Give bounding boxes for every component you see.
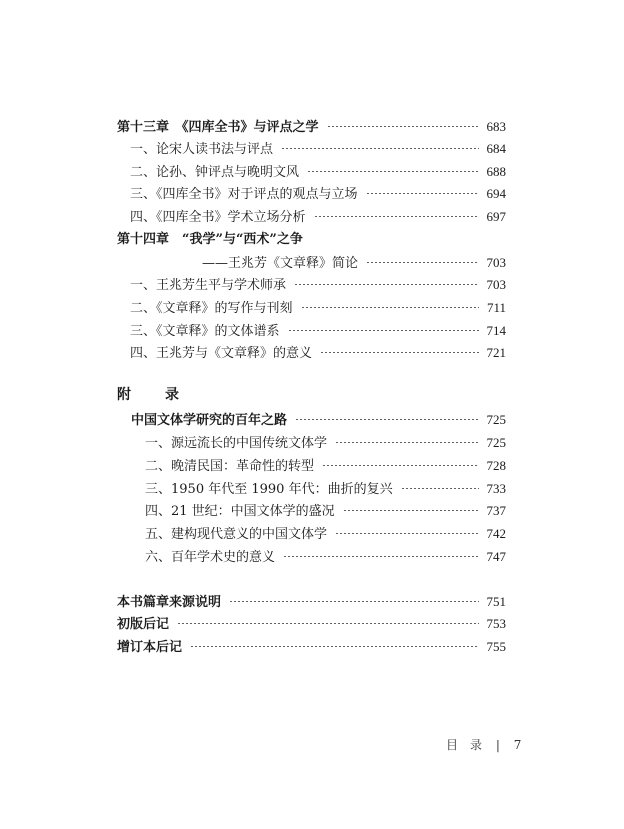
section-title: 二、晚清民国：革命性的转型: [145, 459, 315, 474]
page-number: 714: [486, 323, 506, 338]
toc-section: [0, 455, 624, 477]
appendix-heading: 附 录: [117, 387, 189, 403]
toc-section: [0, 432, 624, 454]
toc-back-matter: [0, 613, 624, 635]
back-matter-title: 增订本后记: [117, 640, 183, 655]
leader-dots: [322, 465, 478, 466]
back-matter-title: 初版后记: [117, 617, 170, 632]
section-title: 三、1950 年代至 1990 年代：曲折的复兴: [145, 482, 393, 497]
leader-dots: [366, 193, 479, 194]
leader-dots: [343, 510, 479, 511]
page-number: 753: [486, 616, 506, 631]
page-number: 703: [486, 277, 506, 292]
page-number: 751: [486, 594, 506, 609]
toc-back-matter: [0, 591, 624, 613]
leader-dots: [190, 646, 478, 647]
leader-dots: [307, 171, 478, 172]
toc-chapter-14: [0, 229, 624, 251]
leader-dots: [301, 307, 479, 308]
section-title: 四、21 世纪：中国文体学的盛况: [145, 504, 335, 519]
toc-section: [0, 546, 624, 568]
footer-separator: |: [495, 738, 500, 752]
footer-label: 目 录: [446, 738, 483, 752]
page-number: 684: [486, 141, 506, 156]
leader-dots: [320, 352, 478, 353]
section-title: 二、《文章释》的写作与刊刻: [130, 301, 293, 316]
section-title: 一、源远流长的中国传统文体学: [145, 436, 328, 451]
leader-dots: [335, 533, 478, 534]
toc-section: [0, 274, 624, 296]
section-title: 三、《文章释》的文体谱系: [130, 324, 280, 339]
page-number: 721: [486, 345, 506, 360]
section-title: 六、百年学术史的意义: [145, 550, 276, 565]
chapter-title: 第十三章 《四库全书》与评点之学: [117, 120, 319, 135]
page-number: 711: [486, 300, 506, 315]
leader-dots: [401, 488, 479, 489]
toc-section: [0, 161, 624, 183]
chapter-subtitle: ——王兆芳《文章释》简论: [202, 256, 359, 271]
toc-section: [0, 500, 624, 522]
page-number: 683: [486, 119, 506, 134]
page-number: 703: [486, 255, 506, 270]
toc-section: [0, 320, 624, 342]
toc-section: [0, 183, 624, 205]
leader-dots: [229, 601, 478, 602]
leader-dots: [327, 126, 479, 127]
page-number: 755: [486, 639, 506, 654]
leader-dots: [294, 284, 478, 285]
leader-dots: [314, 216, 479, 217]
leader-dots: [295, 419, 478, 420]
section-title: 一、王兆芳生平与学术师承: [130, 278, 287, 293]
page-number: 694: [486, 186, 506, 201]
page-number: 747: [486, 549, 506, 564]
section-title: 一、论宋人读书法与评点: [130, 142, 274, 157]
toc-chapter-13: [0, 116, 624, 138]
toc-back-matter: [0, 636, 624, 658]
leader-dots: [283, 556, 478, 557]
toc-section: [0, 478, 624, 500]
leader-dots: [288, 330, 479, 331]
leader-dots: [281, 148, 478, 149]
section-title: 四、《四库全书》学术立场分析: [130, 210, 306, 225]
toc-section: [0, 342, 624, 364]
toc-section: [0, 206, 624, 228]
section-title: 五、建构现代意义的中国文体学: [145, 527, 328, 542]
chapter-title: 第十四章 “我学”与“西术”之争: [117, 232, 303, 247]
page-number: 688: [486, 164, 506, 179]
leader-dots: [366, 262, 478, 263]
section-title: 二、论孙、钟评点与晚明文风: [130, 165, 300, 180]
page-number: 733: [486, 481, 506, 496]
footer-page-number: 7: [513, 738, 522, 752]
toc-section: [0, 523, 624, 545]
leader-dots: [177, 623, 478, 624]
page-number: 728: [486, 458, 506, 473]
page-number: 742: [486, 526, 506, 541]
leader-dots: [335, 442, 478, 443]
page-number: 737: [486, 503, 506, 518]
toc-appendix-article: [0, 409, 624, 431]
toc-section: [0, 138, 624, 160]
page-number: 725: [486, 412, 506, 427]
section-title: 三、《四库全书》对于评点的观点与立场: [130, 187, 358, 202]
article-title: 中国文体学研究的百年之路: [131, 413, 288, 428]
toc-chapter-subtitle: [0, 252, 624, 274]
page-number: 697: [486, 209, 506, 224]
page-number: 725: [486, 435, 506, 450]
toc-section: [0, 297, 624, 319]
running-footer: [446, 736, 521, 753]
section-title: 四、王兆芳与《文章释》的意义: [130, 346, 313, 361]
back-matter-title: 本书篇章来源说明: [117, 595, 222, 610]
